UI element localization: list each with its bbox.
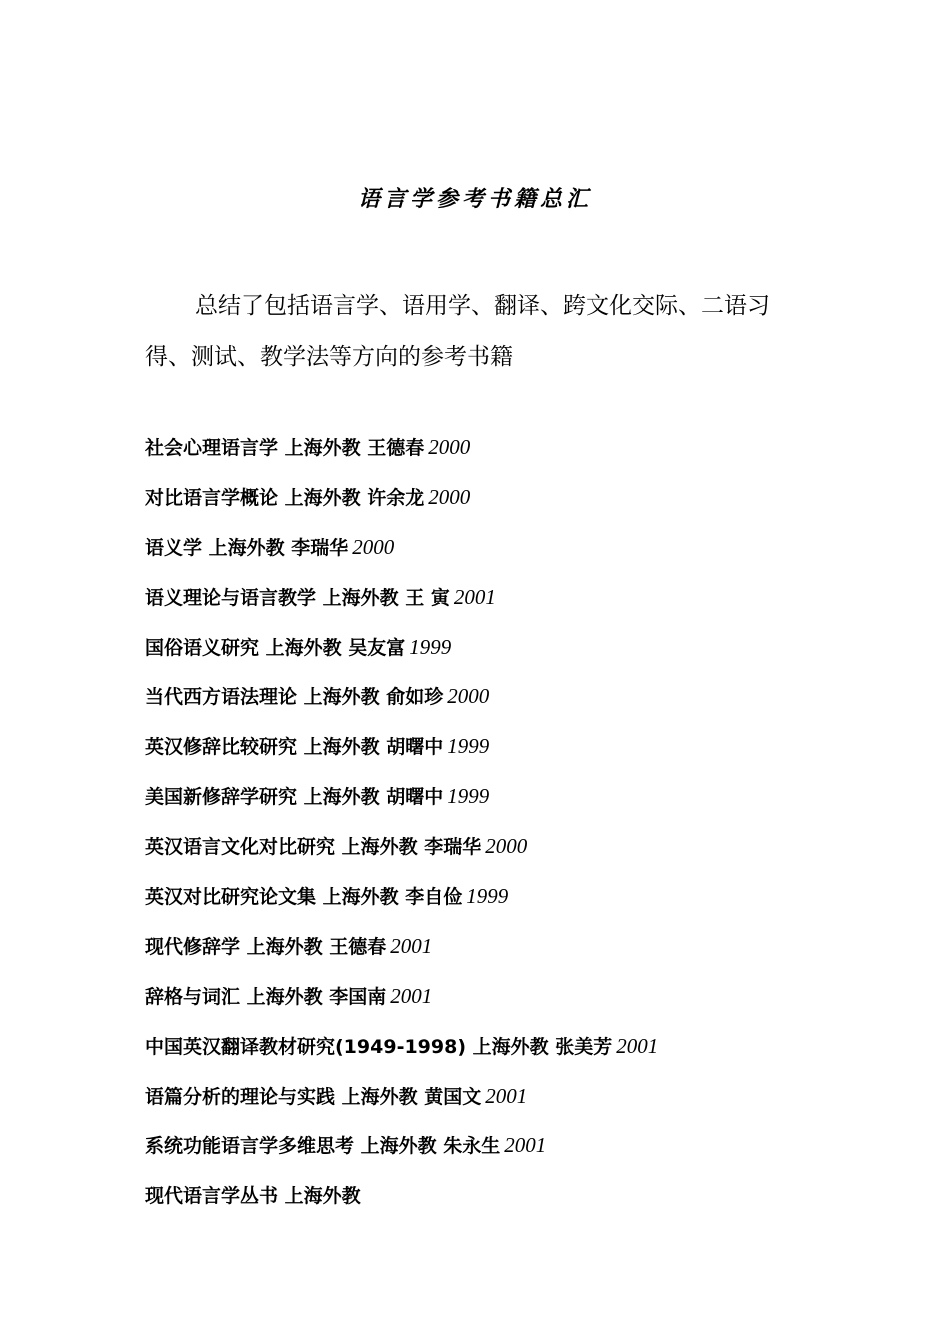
book-year: 1999 (447, 734, 490, 759)
book-info: 美国新修辞学研究 上海外教 胡曙中 (145, 786, 444, 809)
book-year: 2001 (504, 1133, 547, 1158)
book-year: 1999 (409, 634, 452, 659)
book-info: 社会心理语言学 上海外教 王德春 (145, 437, 425, 459)
book-entry (145, 1081, 845, 1131)
book-entry (145, 1180, 845, 1230)
book-info: 中国英汉翻译教材研究(1949-1998) 上海外教 张美芳 (145, 1035, 613, 1058)
book-entry (145, 482, 845, 532)
book-entry (145, 681, 845, 731)
book-entry (145, 532, 845, 582)
book-year: 2000 (352, 534, 395, 559)
book-entry (145, 931, 845, 981)
book-year: 1999 (466, 884, 509, 909)
book-list (145, 432, 845, 1230)
book-year: 2000 (447, 684, 490, 709)
book-year: 2000 (428, 435, 471, 459)
book-year: 1999 (447, 784, 490, 809)
book-info: 辞格与词汇 上海外教 李国南 (145, 985, 387, 1008)
book-info: 国俗语义研究 上海外教 吴友富 (145, 636, 406, 659)
book-entry (145, 1031, 845, 1081)
book-year: 2001 (453, 584, 496, 609)
book-info: 语义学 上海外教 李瑞华 (145, 536, 349, 559)
book-entry (145, 632, 845, 682)
intro-paragraph: 总结了包括语言学、语用学、翻译、跨文化交际、二语习得、测试、教学法等方向的参考书籍 (145, 293, 770, 370)
book-year: 2001 (616, 1033, 659, 1058)
book-info: 当代西方语法理论 上海外教 俞如珍 (145, 686, 444, 709)
book-info: 英汉修辞比较研究 上海外教 胡曙中 (145, 736, 444, 759)
book-entry (145, 781, 845, 831)
book-year: 2001 (485, 1083, 528, 1108)
book-info: 系统功能语言学多维思考 上海外教 朱永生 (145, 1135, 501, 1158)
book-entry (145, 582, 845, 632)
book-info: 现代修辞学 上海外教 王德春 (145, 935, 387, 958)
book-entry (145, 981, 845, 1031)
book-year: 2001 (390, 933, 433, 958)
book-entry (145, 432, 845, 482)
book-year: 2000 (428, 484, 471, 509)
book-entry (145, 731, 845, 781)
book-info: 语义理论与语言教学 上海外教 王 寅 (145, 586, 450, 609)
book-info: 对比语言学概论 上海外教 许余龙 (145, 486, 425, 509)
book-info: 语篇分析的理论与实践 上海外教 黄国文 (145, 1085, 482, 1108)
book-entry (145, 1130, 845, 1180)
book-info: 英汉对比研究论文集 上海外教 李自俭 (145, 886, 463, 909)
book-entry (145, 881, 845, 931)
book-info: 英汉语言文化对比研究 上海外教 李瑞华 (145, 836, 482, 859)
page-title: 语言学参考书籍总汇 (357, 186, 592, 212)
book-info: 现代语言学丛书 上海外教 (145, 1185, 361, 1208)
book-year: 2001 (390, 983, 433, 1008)
book-year: 2000 (485, 834, 528, 859)
book-entry (145, 831, 845, 881)
